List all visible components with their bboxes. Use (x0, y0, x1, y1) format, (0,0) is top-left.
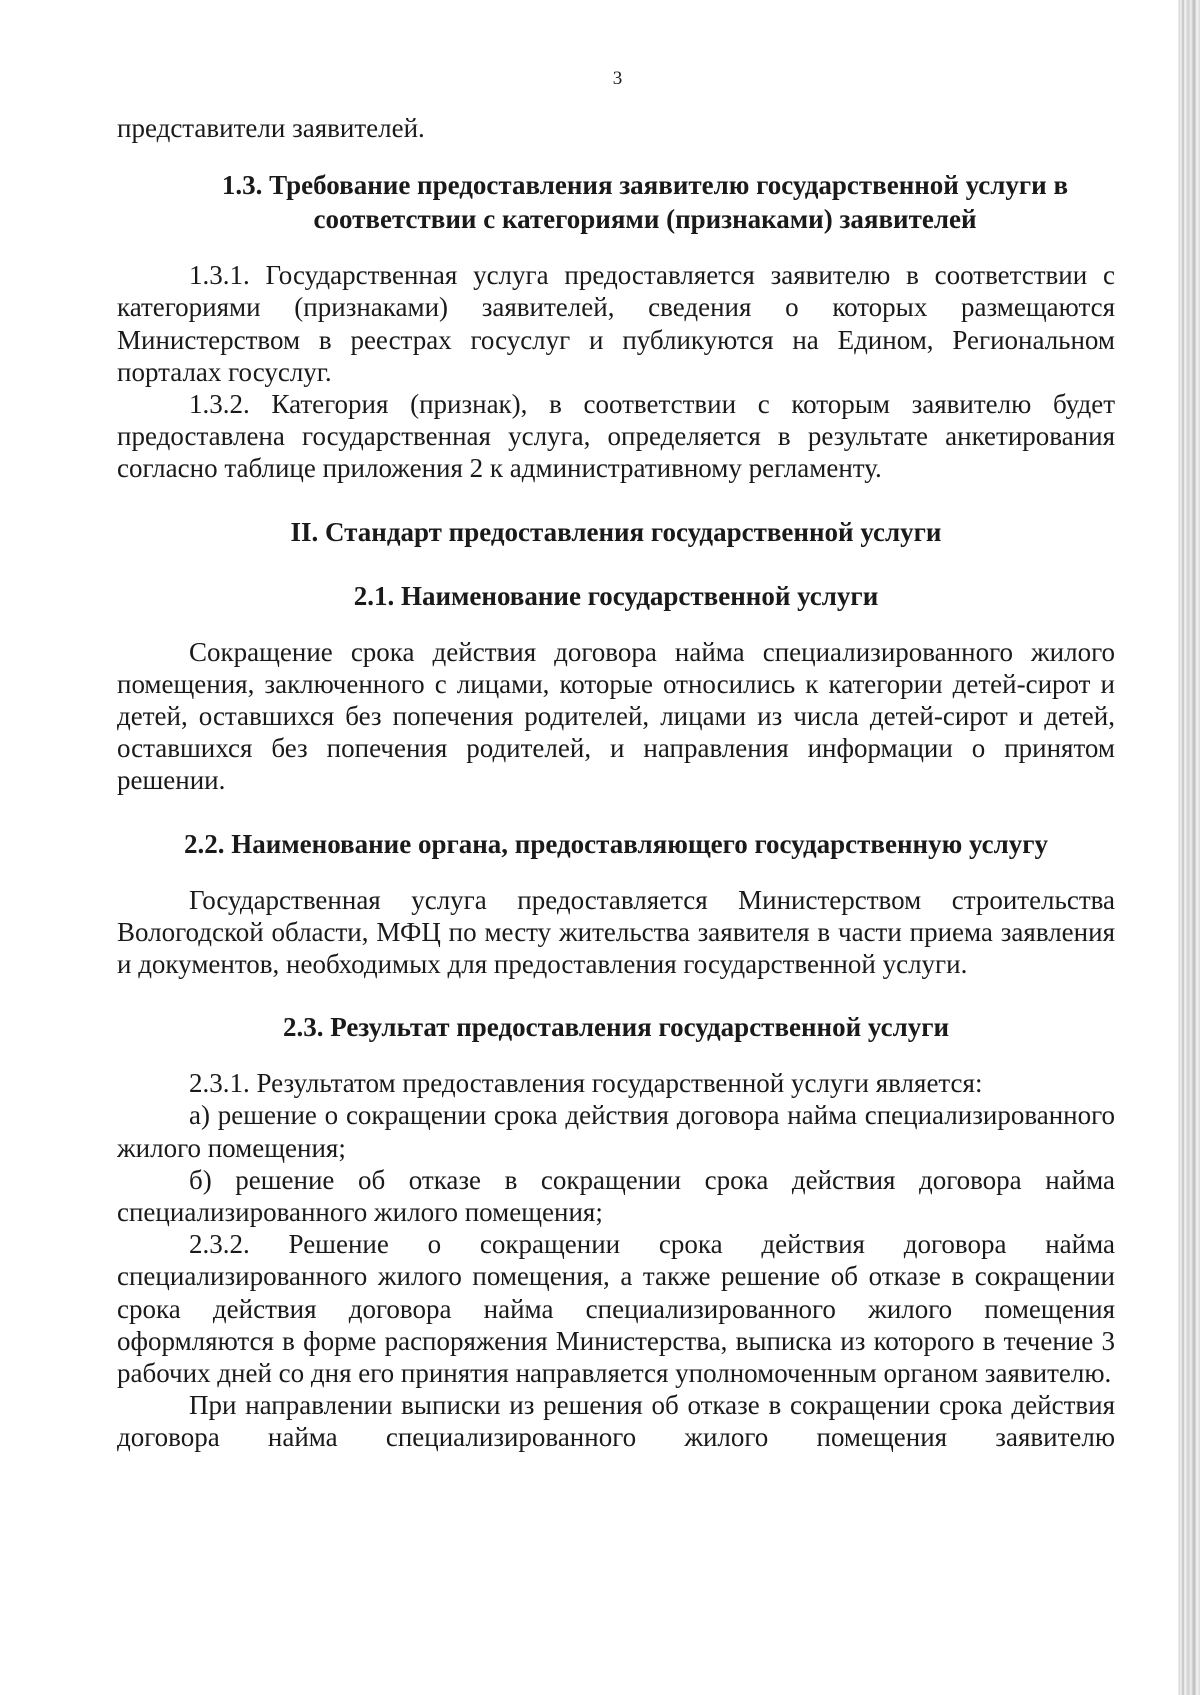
paragraph-2-3-1: 2.3.1. Результатом предоставления государственной услуги является: (189, 1068, 983, 1099)
paragraph-refusal-notice: При направлении выписки из решения об отказе в сокращении срока действия договора найма специализированного жилого помещения заявителю (117, 1390, 1115, 1453)
section-heading-1-3: 1.3. Требование предоставления заявителю государственной услуги в соответствии с категориями (признаками) заявителей (221, 170, 1069, 235)
paragraph-1-3-2: 1.3.2. Категория (признак), в соответствии с которым заявителю будет предоставлена государственная услуга, определяется в результате анкетирования согласно таблице приложения 2 к административному регламенту. (117, 389, 1115, 484)
section-heading-2-2: 2.2. Наименование органа, предоставляющего государственную услугу (183, 828, 1049, 859)
document-body (117, 112, 1115, 1454)
paragraph-continuation: представители заявителей. (117, 113, 425, 143)
paragraph-2-1: Сокращение срока действия договора найма специализированного жилого помещения, заключенного с лицами, которые относились к категории детей-сирот и детей, оставшихся без попечения родителей, лицами из числа детей-сирот и детей, оставшихся без попечения родителей, и направления информации о принятом решении. (117, 636, 1115, 796)
scan-edge-decoration (1170, 0, 1200, 1695)
chapter-heading-II: II. Стандарт предоставления государственной услуги (290, 516, 942, 547)
list-item-a: а) решение о сокращении срока действия договора найма специализированного жилого помещения; (117, 1100, 1115, 1163)
paragraph-1-3-1: 1.3.1. Государственная услуга предоставляется заявителю в соответствии с категориями (признаками) заявителей, сведения о которых размещаются Министерством в реестрах госуслуг и публикуются на Едином, Региональном порталах госуслуг. (117, 260, 1115, 387)
page-number: 3 (612, 68, 623, 89)
section-heading-2-3: 2.3. Результат предоставления государственной услуги (282, 1012, 950, 1043)
section-heading-2-1: 2.1. Наименование государственной услуги (353, 580, 879, 611)
paragraph-2-3-2: 2.3.2. Решение о сокращении срока действия договора найма специализированного жилого помещения, а также решение об отказе в сокращении срока действия договора найма специализированного жилого помещения оформляются в форме распоряжения Министерства, выписка из которого в течение 3 рабочих дней со дня его принятия направляется уполномоченным органом заявителю. (117, 1229, 1115, 1389)
paragraph-2-2: Государственная услуга предоставляется Министерством строительства Вологодской области, МФЦ по месту жительства заявителя в части приема заявления и документов, необходимых для предоставления государственной услуги. (117, 884, 1115, 980)
list-item-b: б) решение об отказе в сокращении срока действия договора найма специализированного жилого помещения; (117, 1164, 1115, 1228)
